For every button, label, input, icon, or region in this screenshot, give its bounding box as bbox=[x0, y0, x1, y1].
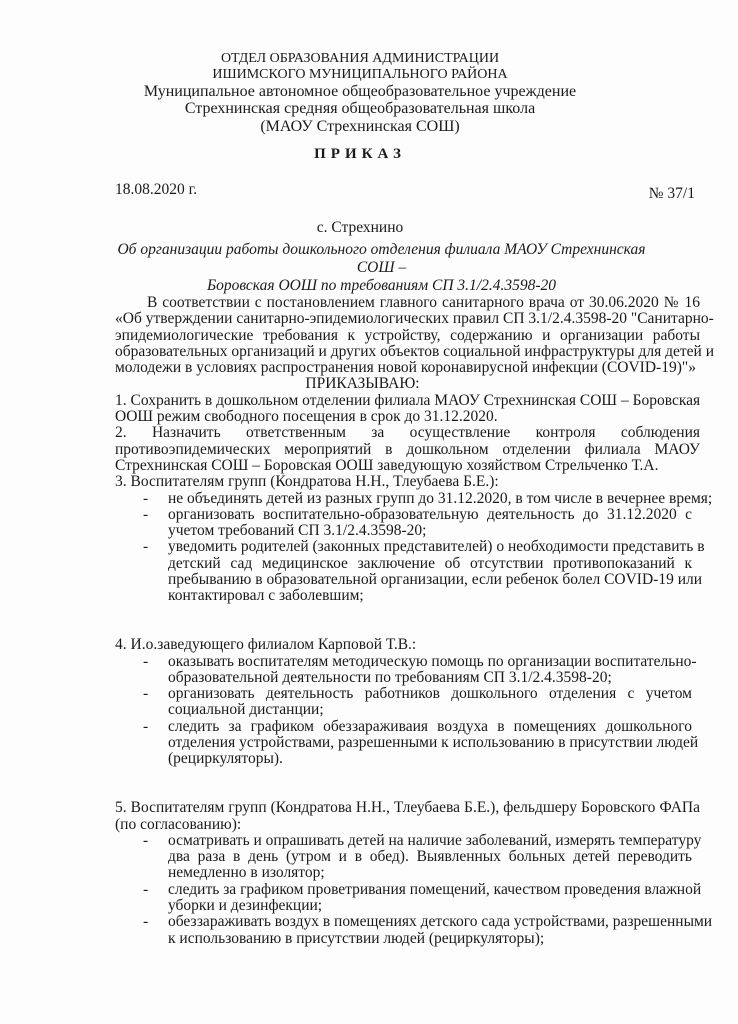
header-school-name: Стрехнинская средняя общеобразовательная школа bbox=[184, 100, 536, 117]
text-line: организовать воспитательно-образовательную деятельность до 31.12.2020 с bbox=[168, 505, 692, 523]
text-line: два раза в день (утром и в обед). Выявленных больных детей переводить bbox=[168, 848, 692, 866]
dash-bullet-icon: - bbox=[143, 652, 149, 670]
dash-bullet-icon: - bbox=[143, 880, 149, 898]
text-line: немедленно в изолятор; bbox=[168, 864, 325, 882]
document-title: ПРИКАЗ bbox=[314, 146, 406, 162]
text-line: ООШ режим свободного посещения в срок до 31.12.2020. bbox=[115, 408, 498, 426]
text-line: образовательных организаций и других объектов социальной инфраструктуры для детей и bbox=[115, 342, 714, 360]
preamble-paragraph bbox=[115, 294, 714, 377]
text-line: обеззараживать воздух в помещениях детского сада устройствами, разрешенными bbox=[168, 913, 713, 931]
numbered-item bbox=[115, 425, 700, 474]
text-line: молодежи в условиях распространения новой коронавирусной инфекции (COVID-19)"» bbox=[115, 359, 696, 377]
text-line: ПРИКАЗЫВАЮ: bbox=[305, 375, 420, 393]
spacer bbox=[115, 605, 700, 638]
text-line: В соответствии с постановлением главного санитарного врача от 30.06.2020 № 16 bbox=[147, 294, 700, 311]
dash-bullet-icon: - bbox=[143, 505, 149, 523]
text-line: отделения устройствами, разрешенными к использованию в присутствии людей bbox=[168, 734, 699, 752]
text-line: (рециркуляторы). bbox=[168, 750, 283, 768]
text-line: эпидемиологические требования к устройству, содержанию и организации работы bbox=[115, 326, 700, 344]
bullet-item bbox=[115, 489, 713, 507]
subject-line: Об организации работы дошкольного отделения филиала МАОУ Стрехнинская СОШ – bbox=[117, 241, 646, 276]
bullet-item bbox=[115, 913, 713, 947]
bullet-item bbox=[115, 652, 697, 687]
text-line: следить за графиком проветривания помещений, качеством проведения влажной bbox=[168, 880, 702, 898]
subject-line: Боровская ООШ по требованиям СП 3.1/2.4.3598-20 bbox=[206, 277, 557, 294]
bullet-item bbox=[115, 831, 702, 882]
numbered-item bbox=[115, 474, 700, 490]
dash-bullet-icon: - bbox=[143, 717, 149, 735]
bullet-item bbox=[115, 538, 705, 605]
header-school-abbr: (МАОУ Стрехнинская СОШ) bbox=[260, 118, 460, 135]
bullet-item bbox=[115, 686, 692, 719]
spacer bbox=[115, 768, 700, 801]
numbered-item bbox=[115, 800, 700, 833]
text-line: социальной дистанции; bbox=[168, 701, 324, 719]
text-line: уборки и дезинфекции; bbox=[168, 896, 323, 914]
text-line: оказывать воспитателям методическую помощь по организации воспитательно- bbox=[168, 652, 697, 670]
text-line: 2. Назначить ответственным за осуществление контроля соблюдения bbox=[115, 424, 700, 442]
header-institution-type: Муниципальное автономное общеобразовательное учреждение bbox=[143, 83, 577, 100]
order-directive bbox=[115, 376, 700, 392]
text-line: осматривать и опрашивать детей на наличие заболеваний, измерять температуру bbox=[168, 831, 702, 849]
dash-bullet-icon: - bbox=[143, 538, 149, 556]
text-line: учетом требований СП 3.1/2.4.3598-20; bbox=[168, 522, 427, 540]
text-line: детский сад медицинское заключение об отсутствии противопоказаний к bbox=[168, 554, 692, 572]
text-line: 1. Сохранить в дошкольном отделении филиала МАОУ Стрехнинская СОШ – Боровская bbox=[115, 391, 701, 409]
bullet-item bbox=[115, 717, 699, 768]
dash-bullet-icon: - bbox=[143, 685, 149, 703]
numbered-item bbox=[115, 393, 700, 426]
header-district: ИШИМСКОГО МУНИЦИПАЛЬНОГО РАЙОНА bbox=[212, 67, 508, 82]
order-body bbox=[115, 294, 714, 947]
text-line: контактировал с заболевшим; bbox=[168, 587, 364, 605]
text-line: образовательной деятельности по требованиям СП 3.1/2.4.3598-20; bbox=[168, 668, 612, 686]
text-line: 5. Воспитателям групп (Кондратова Н.Н., Тлеубаева Б.Е.), фельдшеру Боровского ФАПа bbox=[115, 799, 700, 817]
text-line: не объединять детей из разных групп до 31.12.2020, в том числе в вечернее время; bbox=[168, 489, 713, 507]
place: с. Стрехнино bbox=[316, 219, 404, 236]
dash-bullet-icon: - bbox=[143, 913, 149, 931]
text-line: к использованию в присутствии людей (рециркуляторы); bbox=[168, 929, 545, 947]
text-line: «Об утверждении санитарно-эпидемиологических правил СП 3.1/2.4.3598-20 "Санитарно- bbox=[115, 310, 714, 328]
bullet-item bbox=[115, 507, 692, 540]
text-line: противоэпидемических мероприятий в дошкольном отделении филиала МАОУ bbox=[115, 440, 700, 458]
text-line: следить за графиком обеззараживаия воздуха в помещениях дошкольного bbox=[168, 717, 692, 735]
text-line: организовать деятельность работников дошкольного отделения с учетом bbox=[168, 685, 692, 703]
text-line: 4. И.о.заведующего филиалом Карповой Т.В.: bbox=[115, 636, 417, 654]
dash-bullet-icon: - bbox=[143, 831, 149, 849]
dash-bullet-icon: - bbox=[143, 489, 149, 507]
numbered-item bbox=[115, 637, 700, 653]
bullet-item bbox=[115, 880, 702, 915]
text-line: 3. Воспитателям групп (Кондратова Н.Н., Тлеубаева Б.Е.): bbox=[115, 473, 499, 491]
order-subject bbox=[115, 241, 648, 295]
header-department: ОТДЕЛ ОБРАЗОВАНИЯ АДМИНИСТРАЦИИ bbox=[220, 51, 500, 66]
text-line: Стрехнинская СОШ – Боровская ООШ заведующую хозяйством Стрельченко Т.А. bbox=[115, 456, 659, 474]
text-line: (по согласованию): bbox=[115, 815, 242, 833]
order-number: № 37/1 bbox=[648, 185, 695, 202]
order-date: 18.08.2020 г. bbox=[115, 181, 198, 198]
text-line: пребыванию в образовательной организации, если ребенок болел COVID-19 или bbox=[168, 571, 703, 589]
text-line: уведомить родителей (законных представителей) о необходимости представить в bbox=[168, 538, 705, 556]
